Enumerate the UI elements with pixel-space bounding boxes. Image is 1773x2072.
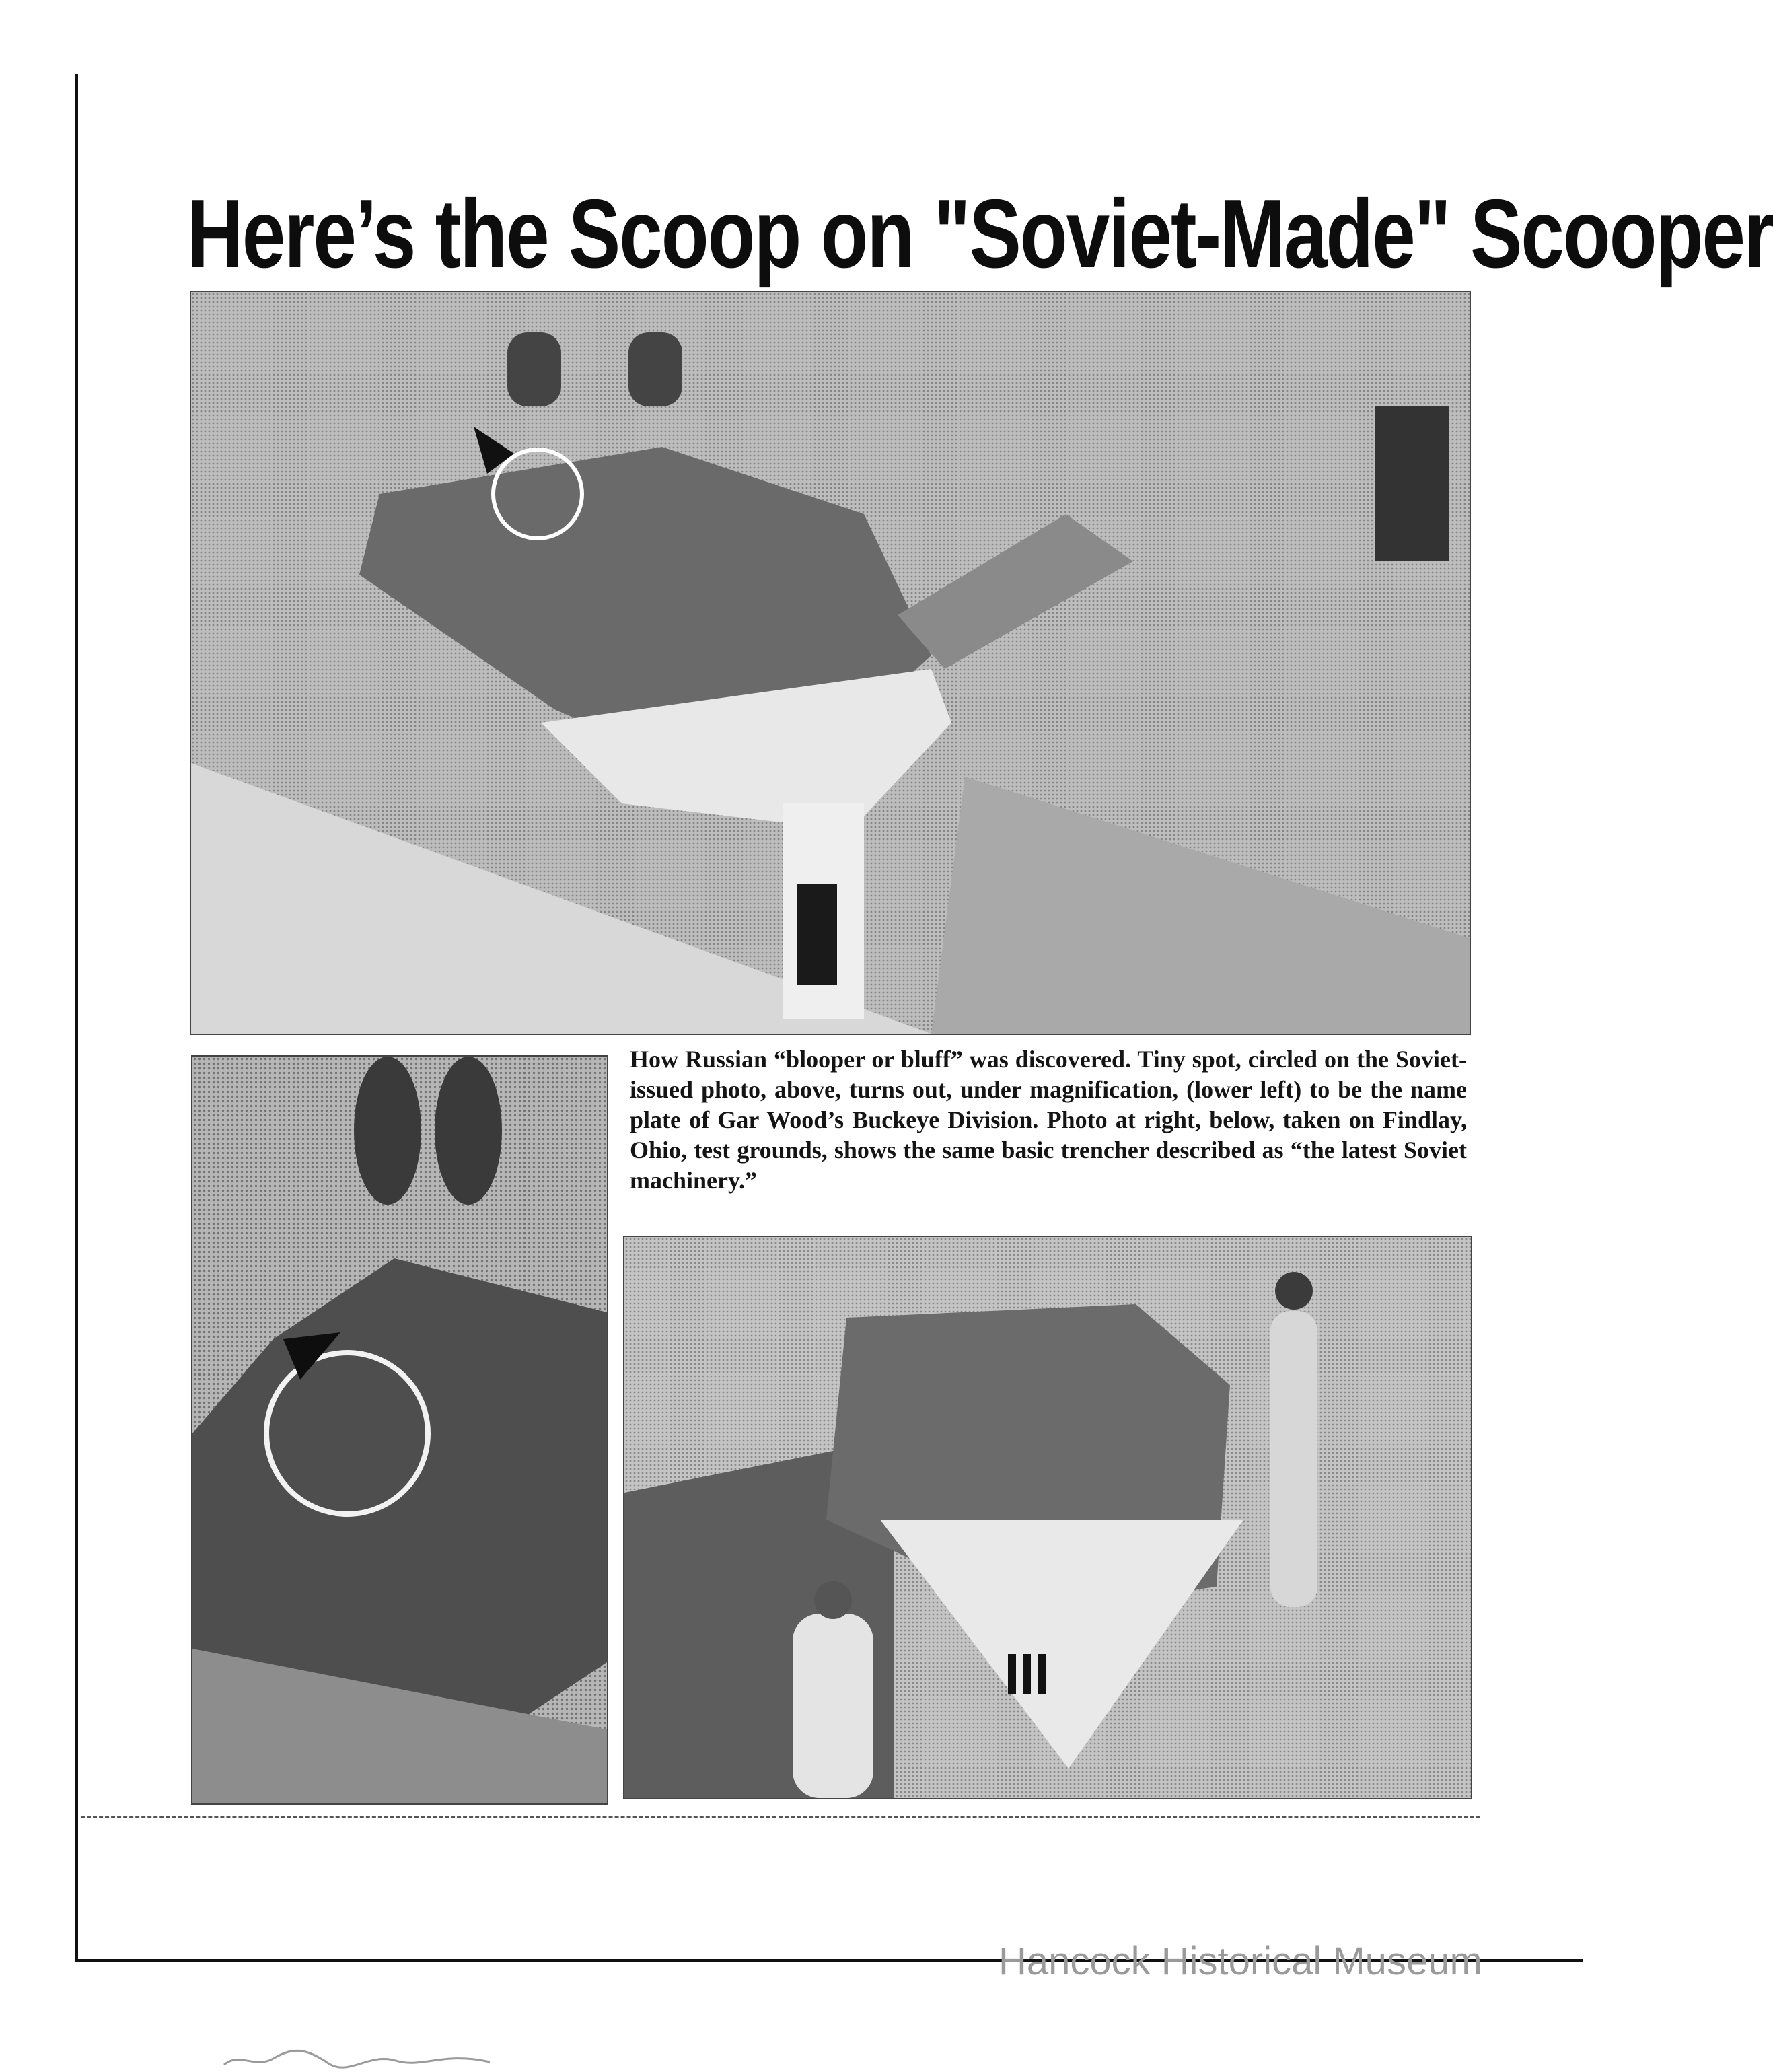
handwritten-note-mark [221, 2044, 503, 2072]
left-border-line [75, 74, 78, 1962]
findlay-photo-image [624, 1237, 1471, 1798]
museum-watermark: Hancock Historical Museum [999, 1939, 1482, 1983]
nameplate-magnified-photo [191, 1055, 608, 1805]
cut-line [81, 1816, 1480, 1818]
trencher-photo-image [191, 292, 1470, 1034]
findlay-test-photo [623, 1236, 1472, 1799]
photo-caption: How Russian “blooper or bluff” was discovered. Tiny spot, circled on the Soviet-issued photo, above, turns out, under magnification, (lower left) to be the name plate of Gar Wood’s Buckeye Division. Photo at right, below, taken on Findlay, Ohio, test grounds, shows the same basic trencher described as “the latest Soviet machinery.” [630, 1046, 1467, 1194]
trencher-photo [190, 291, 1471, 1035]
headline: Here’s the Scoop on "Soviet-Made" Scooper [187, 178, 1773, 289]
nameplate-photo-image [192, 1057, 607, 1803]
